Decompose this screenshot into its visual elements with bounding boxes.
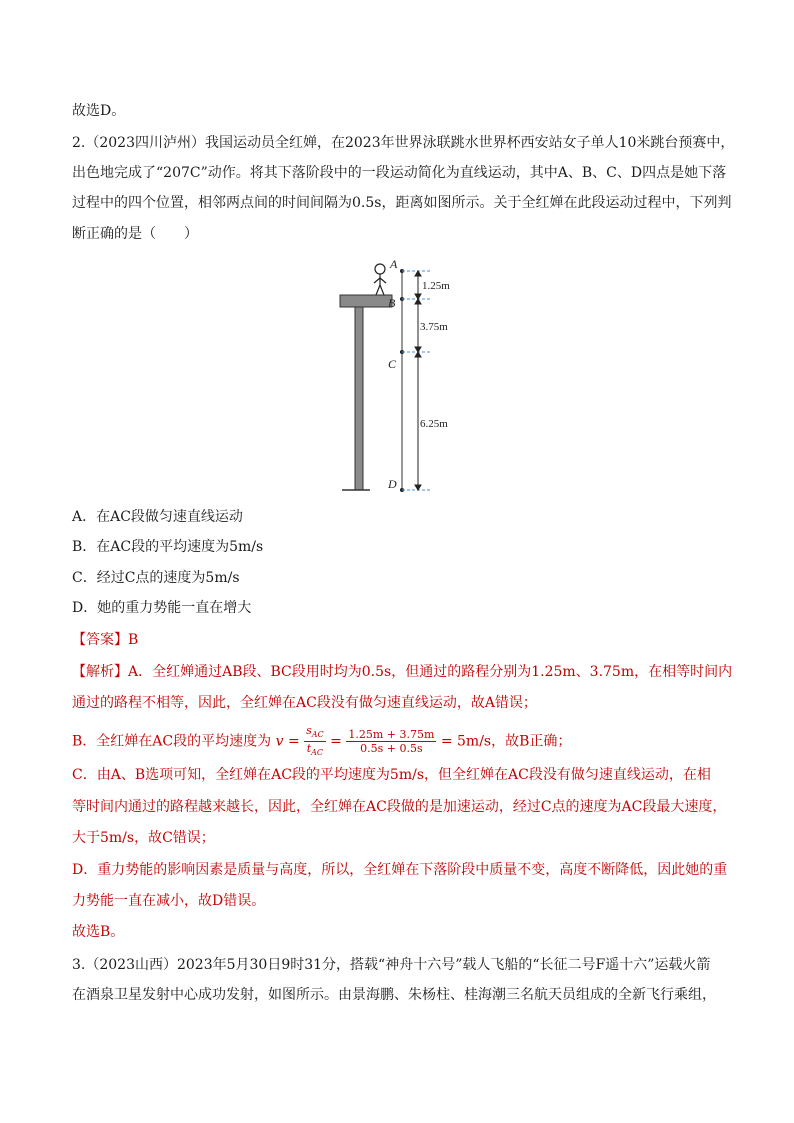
label-a: A bbox=[390, 257, 398, 271]
formula-v: v = bbox=[275, 733, 300, 750]
formula-numerator: 1.25m + 3.75m bbox=[348, 728, 435, 742]
analysis-c-1: C．由A、B选项可知，全红婵在AC段的平均速度为5m/s，但全红婵在AC段没有做匀速直线运动，在相 bbox=[72, 767, 711, 783]
platform-pillar bbox=[355, 307, 363, 490]
analysis-b-prefix: B．全红婵在AC段的平均速度为 bbox=[72, 733, 272, 750]
formula-s: s bbox=[306, 724, 312, 737]
diving-figure bbox=[320, 255, 470, 495]
diver-icon bbox=[374, 264, 386, 295]
platform bbox=[340, 295, 392, 307]
option-d: D．她的重力势能一直在增大 bbox=[72, 600, 252, 616]
formula-s-over-t bbox=[304, 724, 326, 759]
analysis-a-2: 通过的路程不相等，因此，全红婵在AC段没有做匀速直线运动，故A错误； bbox=[72, 695, 537, 711]
formula-s-sub: AC bbox=[311, 730, 324, 740]
question-2-line-3: 过程中的四个位置，相邻两点间的时间间隔为0.5s，距离如图所示。关于全红婵在此段运动过程中，下列判 bbox=[72, 195, 732, 211]
analysis-b: B．全红婵在AC段的平均速度为 v = $\frac{s_{AC}}{t_{AC}}$ = $\frac{1.25m + 3.75m}{0.5s + 0.5s}$ = 5m/s，故B正确； bbox=[72, 724, 572, 758]
label-b: B bbox=[388, 296, 396, 310]
measure-arrows bbox=[415, 271, 421, 490]
dist-bc: 3.75m bbox=[420, 321, 448, 333]
analysis-end: 故选B。 bbox=[72, 924, 125, 940]
analysis-b-suffix: = 5m/s，故B正确； bbox=[440, 733, 572, 750]
question-3-line-1: 3.（2023山西）2023年5月30日9时31分，搭载“神舟十六号”载人飞船的“长征二号F遥十六”运载火箭 bbox=[72, 957, 711, 973]
question-2-line-2: 出色地完成了“207C”动作。将其下落阶段中的一段运动简化为直线运动，其中A、B、C、D四点是她下落 bbox=[72, 165, 727, 181]
formula-fraction bbox=[346, 728, 436, 755]
label-d: D bbox=[388, 477, 397, 491]
analysis-d-2: 力势能一直在减小，故D错误。 bbox=[72, 893, 266, 909]
analysis-c-3: 大于5m/s，故C错误； bbox=[72, 830, 215, 846]
option-b: B．在AC段的平均速度为5m/s bbox=[72, 539, 264, 555]
formula-denominator: 0.5s + 0.5s bbox=[360, 742, 423, 756]
analysis-d-1: D．重力势能的影响因素是质量与高度，所以，全红婵在下落阶段中质量不变，高度不断降低，因此她的重 bbox=[72, 862, 728, 878]
question-2-line-4: 断正确的是（ ） bbox=[72, 226, 198, 242]
question-3-line-2: 在酒泉卫星发射中心成功发射，如图所示。由景海鹏、朱杨柱、桂海潮三名航天员组成的全新飞行乘组， bbox=[72, 987, 716, 1003]
answer: 【答案】B bbox=[72, 632, 139, 648]
dist-ab: 1.25m bbox=[422, 280, 450, 292]
option-a: A．在AC段做匀速直线运动 bbox=[72, 509, 243, 525]
option-c: C．经过C点的速度为5m/s bbox=[72, 570, 240, 586]
conclusion-prev: 故选D。 bbox=[72, 103, 126, 119]
analysis-c-2: 等时间内通过的路程越来越长，因此，全红婵在AC段做的是加速运动，经过C点的速度为AC段最大速度， bbox=[72, 799, 727, 815]
analysis-a-1: 【解析】A．全红婵通过AB段、BC段用时均为0.5s，但通过的路程分别为1.25m、3.75m，在相等时间内 bbox=[72, 664, 733, 680]
dist-cd: 6.25m bbox=[420, 418, 448, 430]
question-2-line-1: 2.（2023四川泸州）我国运动员全红婵，在2023年世界泳联跳水世界杯西安站女子单人10米跳台预赛中， bbox=[72, 135, 735, 151]
label-c: C bbox=[388, 357, 397, 371]
formula-t-sub: AC bbox=[311, 748, 324, 758]
formula-t: t bbox=[306, 742, 312, 756]
